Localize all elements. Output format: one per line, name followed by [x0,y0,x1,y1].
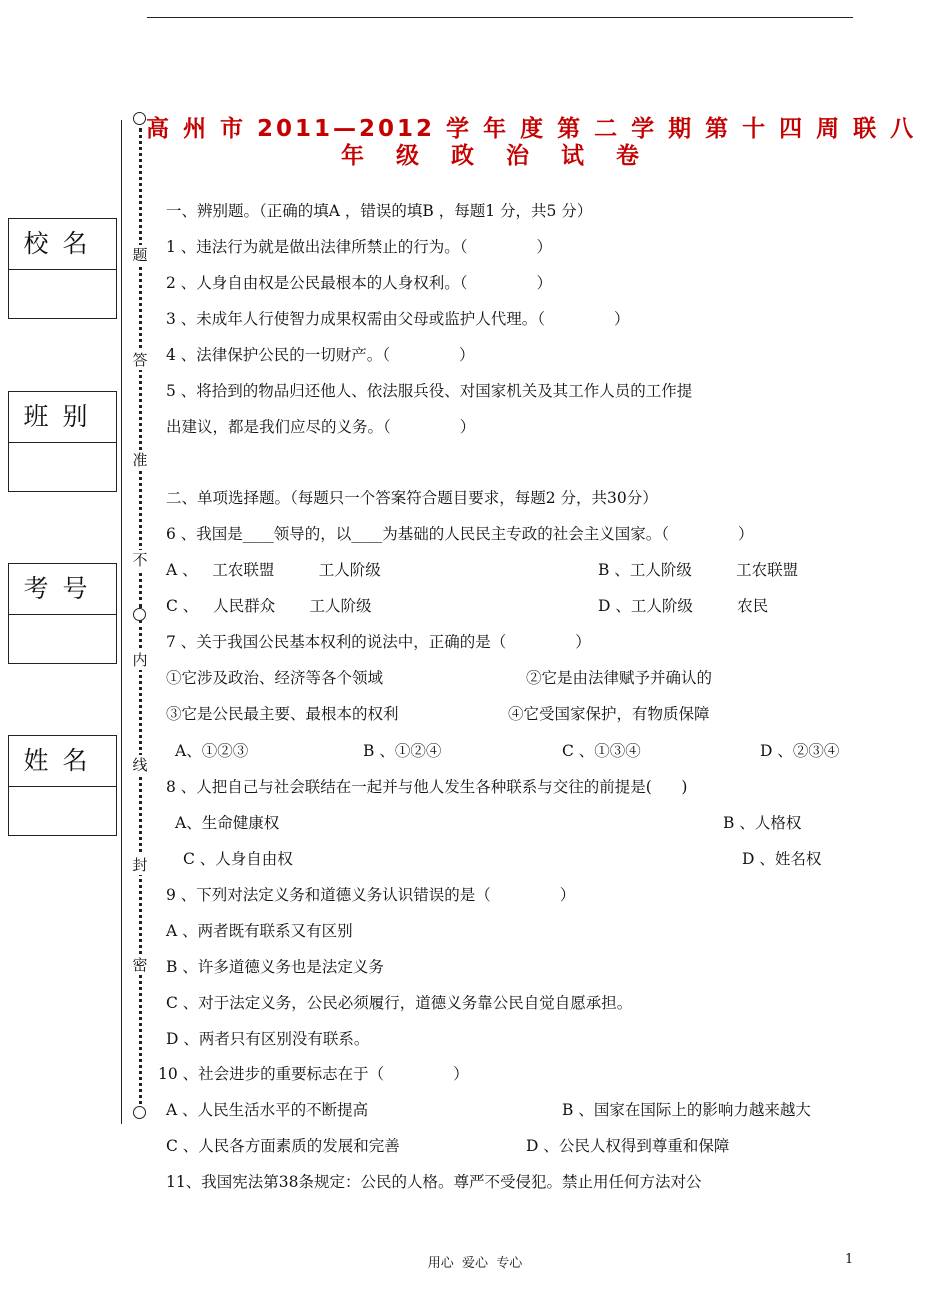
seal-circle-bottom [133,1106,146,1119]
seal-char: 准 [130,450,150,470]
seal-char: 封 [130,855,150,875]
option: C 、对于法定义务，公民必须履行，道德义务靠公民自觉自愿承担。 [166,994,633,1012]
page-footer: 用心 爱心 专心 [427,1256,523,1271]
option: B 、人格权 [723,814,802,832]
exam-number-field[interactable] [9,615,116,663]
option: D 、工人阶级 农民 [598,597,769,615]
class-box [8,391,117,492]
option: D 、②③④ [760,742,840,760]
question-line: 8 、人把自己与社会联结在一起并与他人发生各种联系与交往的前提是( ) [166,778,688,796]
option: C 、人身自由权 [183,850,293,868]
option: C 、①③④ [562,742,641,760]
seal-char: 密 [130,955,150,975]
exam-number-box [8,563,117,664]
seal-char: 题 [130,245,150,265]
question-line: 4 、法律保护公民的一切财产。（ ） [166,346,475,364]
section-heading-judgement: 一、辨别题。（正确的填A ，错误的填B ，每题1 分，共5 分） [166,202,593,220]
seal-circle-top [133,112,146,125]
seal-char: 答 [130,350,150,370]
seal-circle-middle [133,608,146,621]
question-line: 10 、社会进步的重要标志在于（ ） [158,1065,469,1083]
school-name-box [8,218,117,319]
question-line: 出建议，都是我们应尽的义务。（ ） [166,418,476,436]
question-line: 1 、违法行为就是做出法律所禁止的行为。（ ） [166,238,553,256]
class-field[interactable] [9,443,116,491]
student-name-label: 姓名 [9,736,116,787]
seal-char: 不 [130,550,150,570]
seal-char: 内 [130,650,150,670]
header-rule [147,17,853,18]
question-line: 11、我国宪法第38条规定：公民的人格。尊严不受侵犯。禁止用任何方法对公 [166,1173,702,1191]
question-line: 9 、下列对法定义务和道德义务认识错误的是（ ） [166,886,576,904]
seal-char: 线 [130,755,150,775]
option: A 、人民生活水平的不断提高 [166,1101,369,1119]
option: D 、姓名权 [742,850,822,868]
class-label: 班别 [9,392,116,443]
statement: ③它是公民最主要、最根本的权利 [166,705,399,723]
statement: ②它是由法律赋予并确认的 [526,669,713,687]
option: A 、 工农联盟 工人阶级 [166,561,381,579]
option: A、生命健康权 [175,814,280,832]
statement: ①它涉及政治、经济等各个领域 [166,669,384,687]
option: B 、工人阶级 工农联盟 [598,561,799,579]
option: B 、①②④ [363,742,442,760]
option: A、①②③ [175,742,249,760]
binding-line [121,120,122,1124]
option: C 、人民各方面素质的发展和完善 [166,1137,400,1155]
option: B 、国家在国际上的影响力越来越大 [562,1101,811,1119]
page-number: 1 [845,1252,854,1267]
school-name-label: 校名 [9,219,116,270]
school-name-field[interactable] [9,270,116,318]
option: B 、许多道德义务也是法定义务 [166,958,384,976]
option: D 、公民人权得到尊重和保障 [526,1137,730,1155]
option: D 、两者只有区别没有联系。 [166,1030,370,1048]
student-name-box [8,735,117,836]
question-line: 3 、未成年人行使智力成果权需由父母或监护人代理。（ ） [166,310,630,328]
option: A 、两者既有联系又有区别 [166,922,353,940]
exam-title-line1: 高 州 市 2011—2012 学 年 度 第 二 学 期 第 十 四 周 联 八 [146,116,917,142]
exam-number-label: 考号 [9,564,116,615]
section-heading-choice: 二、单项选择题。（每题只一个答案符合题目要求，每题2 分，共30分） [166,489,658,507]
question-line: 5 、将拾到的物品归还他人、依法服兵役、对国家机关及其工作人员的工作提 [166,382,693,400]
question-line: 7 、关于我国公民基本权利的说法中，正确的是（ ） [166,633,591,651]
statement: ④它受国家保护，有物质保障 [508,705,710,723]
option: C 、 人民群众 工人阶级 [166,597,372,615]
question-line: 6 、我国是____领导的，以____为基础的人民民主专政的社会主义国家。（ ） [166,525,754,543]
student-name-field[interactable] [9,787,116,835]
question-line: 2 、人身自由权是公民最根本的人身权利。（ ） [166,274,553,292]
exam-title-line2: 年 级 政 治 试 卷 [340,143,652,169]
